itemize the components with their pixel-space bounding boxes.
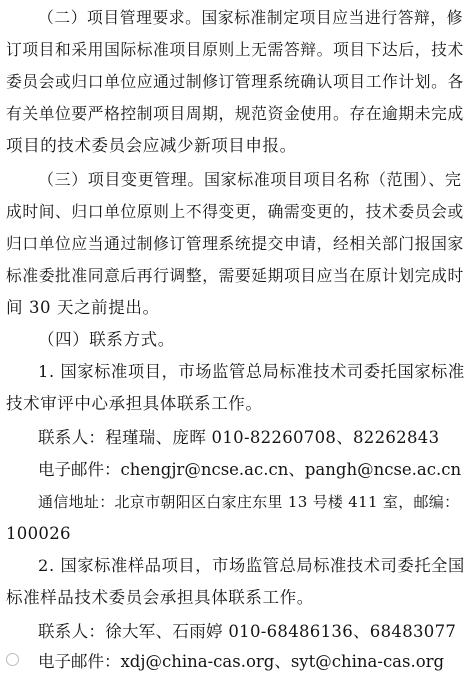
paragraph-3-line-4: 标准委批准同意后再行调整，需要延期项目应当在原计划完成时	[6, 266, 464, 285]
section-4-heading: （四）联系方式。	[38, 330, 175, 349]
watermark-icon	[6, 653, 19, 666]
item-1-line-2: 技术审评中心承担具体联系工作。	[6, 394, 263, 413]
item-1-address-line-2: 100026	[6, 524, 71, 543]
item-1-contact: 联系人：程瑾瑞、庞晖 010-82260708、82262843	[38, 428, 440, 447]
item-2-contact: 联系人：徐大军、石雨婷 010-68486136、68483077	[38, 622, 457, 641]
item-1-email: 电子邮件：chengjr@ncse.ac.cn、pangh@ncse.ac.cn	[38, 460, 462, 479]
item-2-line-1: 2. 国家标准样品项目，市场监管总局标准技术司委托全国	[38, 556, 465, 575]
paragraph-2-line-4: 有关单位要严格控制项目周期，规范资金使用。存在逾期未完成	[6, 104, 464, 123]
paragraph-3-line-2: 成时间、归口单位原则上不得变更，确需变更的，技术委员会或	[6, 202, 464, 221]
paragraph-2-line-1: （二）项目管理要求。国家标准制定项目应当进行答辩，修	[38, 8, 464, 27]
paragraph-2-line-3: 委员会或归口单位应通过制修订管理系统确认项目工作计划。各	[6, 72, 464, 91]
paragraph-2-line-2: 订项目和采用国际标准项目原则上无需答辩。项目下达后，技术	[6, 40, 464, 59]
item-2-email: 电子邮件：xdj@china-cas.org、syt@china-cas.org	[38, 652, 445, 671]
paragraph-3-line-3: 归口单位应当通过制修订管理系统提交申请，经相关部门报国家	[6, 234, 464, 253]
paragraph-3-line-5: 间 30 天之前提出。	[6, 298, 160, 317]
item-1-line-1: 1. 国家标准项目，市场监管总局标准技术司委托国家标准	[38, 362, 465, 381]
paragraph-2-line-5: 项目的技术委员会应减少新项目申报。	[6, 136, 297, 155]
item-2-line-2: 标准样品技术委员会承担具体联系工作。	[6, 588, 314, 607]
item-1-address-line-1: 通信地址：北京市朝阳区白家庄东里 13 号楼 411 室，邮编：	[38, 493, 460, 511]
watermark-logo	[6, 652, 22, 670]
paragraph-3-line-1: （三）项目变更管理。国家标准项目项目名称（范围）、完	[38, 170, 462, 189]
